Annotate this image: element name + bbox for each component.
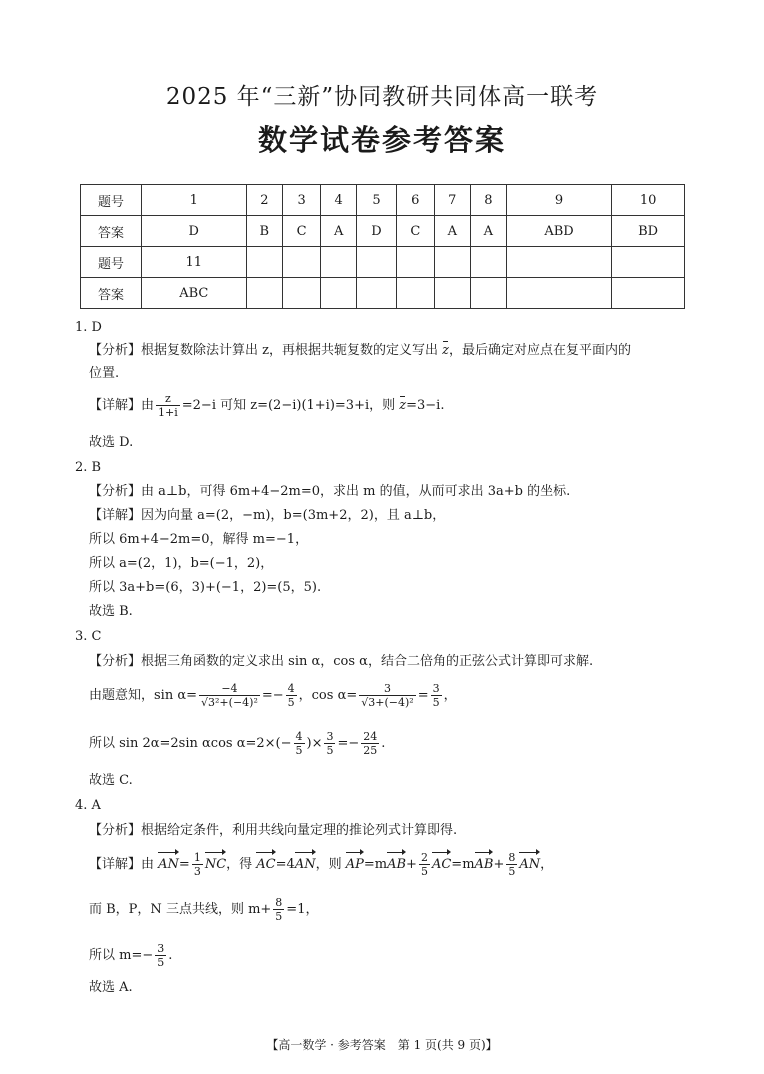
text: 由	[141, 857, 159, 872]
text: ，cos α=	[298, 688, 358, 703]
vector: AC	[432, 850, 451, 876]
answer-cell: A	[434, 216, 470, 247]
row-label: 答案	[81, 216, 142, 247]
text: ，则	[315, 857, 346, 872]
text: 由题意知，sin α=	[89, 688, 198, 703]
vector: AP	[346, 850, 364, 876]
question-number: 6	[396, 185, 434, 216]
question-number	[396, 247, 434, 278]
question-number: 10	[612, 185, 685, 216]
fraction: $\frac{8}{5}$	[508, 851, 516, 878]
question-number: 1	[142, 185, 247, 216]
fraction: $\frac{24}{25}$	[363, 730, 378, 757]
row-label: 题号	[81, 247, 142, 278]
text: =m	[363, 857, 388, 872]
text: =m	[451, 857, 475, 872]
question-number: 3	[283, 185, 321, 216]
fraction: $\frac{z}{1+i}$	[158, 392, 178, 419]
fraction: $\frac{1}{3}$	[193, 851, 201, 878]
analysis-text: 由 a⊥b，可得 6m+4−2m=0，求出 m 的值，从而可求出 3a+b 的坐标.	[141, 484, 571, 499]
text: .	[168, 948, 173, 963]
text: 所以 m=−	[89, 948, 154, 963]
row-label: 答案	[81, 278, 142, 309]
fraction: $\frac{2}{5}$	[420, 851, 428, 878]
fraction: $\frac{-4}{\text{√3²+(−4)²}}$	[201, 682, 258, 709]
text: =−	[337, 736, 360, 751]
text: ，得	[226, 857, 257, 872]
analysis-text: ，最后确定对应点在复平面内的	[449, 343, 632, 358]
answer-cell	[357, 278, 397, 309]
answer-cell: ABD	[506, 216, 611, 247]
q4-heading: 4. A	[75, 798, 101, 813]
q2-line: 所以 6m+4−2m=0，解得 m=−1，	[89, 532, 309, 547]
question-number: 8	[470, 185, 506, 216]
analysis-tag: 【分析】	[89, 654, 142, 669]
fraction: $\frac{4}{5}$	[295, 730, 303, 757]
document-title: 数学试卷参考答案	[257, 123, 506, 157]
detail-tag: 【详解】	[89, 508, 142, 523]
detail-text: 由	[141, 398, 155, 413]
page-footer: 【高一数学 · 参考答案 第 1 页(共 9 页)】	[266, 1038, 498, 1052]
q2-detail	[89, 504, 445, 527]
question-number: 11	[142, 247, 247, 278]
q4-line	[89, 942, 172, 969]
fraction: $\frac{3}{\text{√3+(−4)²}}$	[361, 682, 414, 709]
fraction: $\frac{3}{5}$	[432, 682, 440, 709]
text: .	[381, 736, 386, 751]
answer-cell	[283, 278, 321, 309]
text: )×	[306, 736, 323, 751]
answer-cell	[321, 278, 357, 309]
question-number	[283, 247, 321, 278]
analysis-text: 根据三角函数的定义求出 sin α，cos α，结合二倍角的正弦公式计算即可求解.	[141, 654, 594, 669]
question-number	[506, 247, 611, 278]
answer-cell: C	[396, 216, 434, 247]
analysis-text: 根据给定条件，利用共线向量定理的推论列式计算即得.	[141, 823, 458, 838]
table-row-answers-1	[81, 216, 685, 247]
analysis-tag: 【分析】	[89, 823, 142, 838]
fraction: $\frac{3}{5}$	[326, 730, 334, 757]
analysis-tag: 【分析】	[89, 343, 142, 358]
q3-conclusion: 故选 C.	[89, 773, 133, 788]
answer-cell: D	[142, 216, 247, 247]
detail-tag: 【详解】	[89, 398, 142, 413]
text: +	[493, 857, 505, 872]
q1-analysis	[89, 339, 631, 362]
q2-heading: 2. B	[75, 460, 102, 475]
vector: AN	[158, 850, 179, 876]
z-conjugate: z	[442, 339, 449, 362]
answer-cell: B	[246, 216, 283, 247]
q4-analysis	[89, 819, 457, 842]
q1-analysis-cont: 位置.	[89, 366, 120, 381]
q2-analysis	[89, 480, 570, 503]
question-number	[470, 247, 506, 278]
analysis-text: 根据复数除法计算出 z，再根据共轭复数的定义写出	[141, 343, 443, 358]
text: =−	[261, 688, 284, 703]
fraction: $\frac{8}{5}$	[275, 896, 283, 923]
q1-detail	[89, 392, 444, 419]
analysis-tag: 【分析】	[89, 484, 142, 499]
table-row-answers-2	[81, 278, 685, 309]
answer-cell	[246, 278, 283, 309]
answer-cell: BD	[612, 216, 685, 247]
detail-tag: 【详解】	[89, 857, 142, 872]
q2-line: 所以 3a+b=(6，3)+(−1，2)=(5，5).	[89, 580, 322, 595]
table-row-numbers-2	[81, 247, 685, 278]
vector: AN	[519, 850, 540, 876]
vector: AB	[475, 850, 494, 876]
text: =	[417, 688, 429, 703]
text: ，	[540, 857, 554, 872]
question-number	[357, 247, 397, 278]
vector: AN	[295, 850, 316, 876]
question-number: 4	[321, 185, 357, 216]
answer-cell	[506, 278, 611, 309]
question-number: 2	[246, 185, 283, 216]
question-number	[434, 247, 470, 278]
q1-heading: 1. D	[75, 320, 102, 335]
text: +	[406, 857, 417, 872]
detail-text: =3−i.	[406, 398, 445, 413]
answer-cell	[434, 278, 470, 309]
detail-text: 因为向量 a=(2，−m)，b=(3m+2，2)，且 a⊥b，	[141, 508, 446, 523]
q4-detail	[89, 850, 553, 878]
detail-text: =2−i 可知 z=(2−i)(1+i)=3+i，则	[181, 398, 400, 413]
question-number	[321, 247, 357, 278]
q1-conclusion: 故选 D.	[89, 435, 134, 450]
table-row-numbers-1	[81, 185, 685, 216]
question-number: 7	[434, 185, 470, 216]
answer-cell	[612, 278, 685, 309]
question-number: 5	[357, 185, 397, 216]
vector: AB	[387, 850, 406, 876]
fraction: $\frac{4}{5}$	[287, 682, 295, 709]
q3-heading: 3. C	[75, 629, 102, 644]
answer-cell	[396, 278, 434, 309]
q3-line	[89, 730, 385, 757]
answer-table	[80, 184, 685, 309]
text: 所以 sin 2α=2sin αcos α=2×(−	[89, 736, 292, 751]
answer-cell: A	[321, 216, 357, 247]
fraction: $\frac{3}{5}$	[157, 942, 165, 969]
question-number: 9	[506, 185, 611, 216]
text: 而 B，P，N 三点共线，则 m+	[89, 902, 272, 917]
question-number	[612, 247, 685, 278]
answer-cell: A	[470, 216, 506, 247]
z-conjugate: z	[399, 394, 406, 417]
answer-cell: ABC	[142, 278, 247, 309]
q4-conclusion: 故选 A.	[89, 980, 133, 995]
exam-title: 2025 年“三新”协同教研共同体高一联考	[165, 84, 599, 110]
question-number	[246, 247, 283, 278]
vector: NC	[205, 850, 226, 876]
text: =1，	[286, 902, 319, 917]
q2-line: 所以 a=(2，1)，b=(−1，2)，	[89, 556, 274, 571]
answer-cell	[470, 278, 506, 309]
vector: AC	[256, 850, 275, 876]
q2-conclusion: 故选 B.	[89, 604, 133, 619]
answer-cell: C	[283, 216, 321, 247]
q3-line	[89, 682, 457, 709]
text: =	[178, 857, 190, 872]
q3-analysis	[89, 650, 593, 673]
row-label: 题号	[81, 185, 142, 216]
text: =4	[275, 857, 295, 872]
q4-line	[89, 896, 318, 923]
answer-cell: D	[357, 216, 397, 247]
text: ，	[443, 688, 457, 703]
